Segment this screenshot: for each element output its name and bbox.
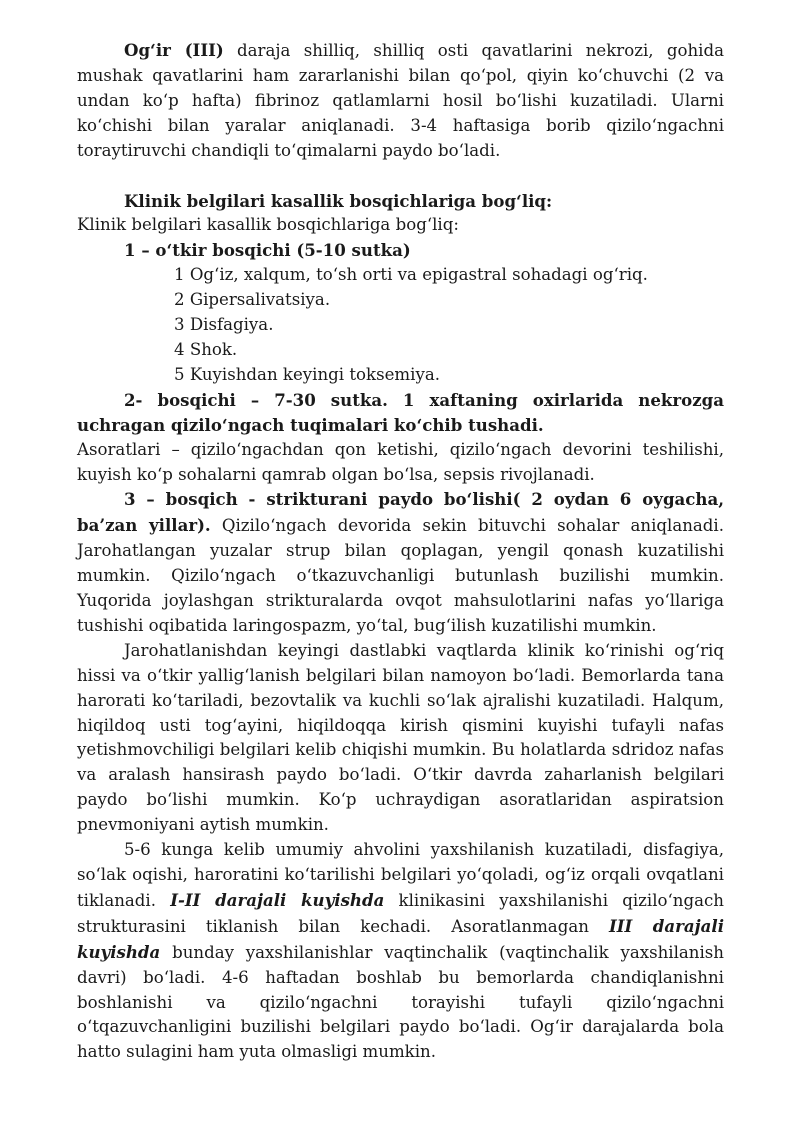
stage-3-title: 3 – bosqich - strikturani paydo bo‘lishi( 2 oydan 6 oygacha, ba’zan yillar). bbox=[77, 489, 724, 536]
recovery-text-1: 5-6 kunga kelib umumiy ahvolini yaxshilanish kuzatiladi, disfagiya, so‘lak oqishi, haroratini ko‘tarilishi belgilari yo‘qoladi, og‘iz orqali ovqatlani tiklanadi. bbox=[77, 840, 724, 910]
severe-degree-text: daraja shilliq, shilliq osti qavatlarini nekrozi, gohida mushak qavatlarini ham zararlanishi bilan qo‘pol, qiyin ko‘chuvchi (2 va undan ko‘p hafta) fibrinoz qatlamlarni hosil bo‘lishi kuzatiladi. Ularni ko‘chishi bilan yaralar aniqlanadi. 3-4 haftasiga borib qizilo‘ngachni toraytiruvchi chandiqli to‘qimalarni paydo bo‘ladi. bbox=[77, 41, 724, 160]
paragraph-injury: Jarohatlanishdan keyingi dastlabki vaqtlarda klinik ko‘rinishi og‘riq hissi va o‘tkir yallig‘lanish belgilari bilan namoyon bo‘ladi. Bemorlarda tana harorati ko‘tariladi, bezovtalik va kuchli so‘lak ajralishi kuzatiladi. Halqum, hiqildoq usti tog‘ayini, hiqildoqqa kirish qismini kuyishi tufayli nafas yetishmovchiligi belgilari kelib chiqishi mumkin. Bu holatlarda sdridoz nafas va aralash hansirash paydo bo‘ladi. O‘tkir davrda zaharlanish belgilari paydo bo‘lishi mumkin. Ko‘p uchraydigan asoratlaridan aspiratsion pnevmoniyani aytish mumkin. bbox=[77, 640, 724, 835]
list-item: 1 Og‘iz, xalqum, to‘sh orti va epigastral sohadagi og‘riq. bbox=[174, 265, 648, 285]
stage-3-paragraph bbox=[77, 487, 724, 638]
degree-iii-emphasis: III darajali kuyishda bbox=[77, 915, 724, 962]
recovery-text-3: bunday yaxshilanishlar vaqtinchalik (vaqtinchalik yaxshilanish davri) bo‘ladi. 4-6 haftadan boshlab bu bemorlarda chandiqlanishni boshlanishi va qizilo‘ngachni torayishi tufayli qizilo‘ngachni o‘tqazuvchanligini buzilishi belgilari paydo bo‘ladi. Og‘ir darajalarda bola hatto sulagini ham yuta olmasligi mumkin. bbox=[77, 942, 724, 1062]
list-item: 5 Kuyishdan keyingi toksemiya. bbox=[174, 364, 440, 384]
paragraph-severe-degree bbox=[77, 38, 724, 164]
recovery-text-2: klinikasini yaxshilanishi qizilo‘ngach strukturasini tiklanish bilan kechadi. Asoratlanmagan bbox=[77, 890, 724, 936]
list-item: 3 Disfagiya. bbox=[174, 315, 274, 335]
stage-3-text: Qizilo‘ngach devorida sekin bituvchi sohalar aniqlanadi. Jarohatlangan yuzalar strup bilan qoplagan, yengil qonash kuzatilishi mumkin. Qizilo‘ngach o‘tkazuvchanligi butunlash buzilishi mumkin. Yuqorida joylashgan strikturalarda ovqot mahsulotlarini nafas yo‘llariga tushishi oqibatida laringospazm, yo‘tal, bug‘ilish kuzatilishi mumkin. bbox=[77, 516, 724, 635]
list-item: 4 Shok. bbox=[174, 339, 238, 359]
page-content bbox=[77, 38, 724, 1065]
paragraph-recovery bbox=[77, 838, 724, 1065]
spacer bbox=[77, 164, 724, 189]
stage-2-title: 2- bosqichi – 7-30 sutka. 1 xaftaning oxirlarida nekrozga uchragan qizilo‘ngach tuqimalari ko‘chib tushadi. bbox=[77, 389, 724, 435]
list-item: 2 Gipersalivatsiya. bbox=[174, 290, 331, 310]
section-heading: Klinik belgilari kasallik bosqichlariga bog‘liq: bbox=[124, 190, 553, 211]
severe-degree-label: Og‘ir (III) bbox=[124, 40, 224, 60]
degree-i-ii-emphasis: I-II darajali kuyishda bbox=[170, 889, 385, 910]
stage-1-title: 1 – o‘tkir bosqichi (5-10 sutka) bbox=[124, 240, 411, 261]
stage-2-text: Asoratlari – qizilo‘ngachdan qon ketishi, qizilo‘ngach devorini teshilishi, kuyish ko‘p sohalarni qamrab olgan bo‘lsa, sepsis rivojlanadi. bbox=[77, 439, 724, 484]
section-subheading: Klinik belgilari kasallik bosqichlariga bog‘liq: bbox=[77, 215, 459, 235]
